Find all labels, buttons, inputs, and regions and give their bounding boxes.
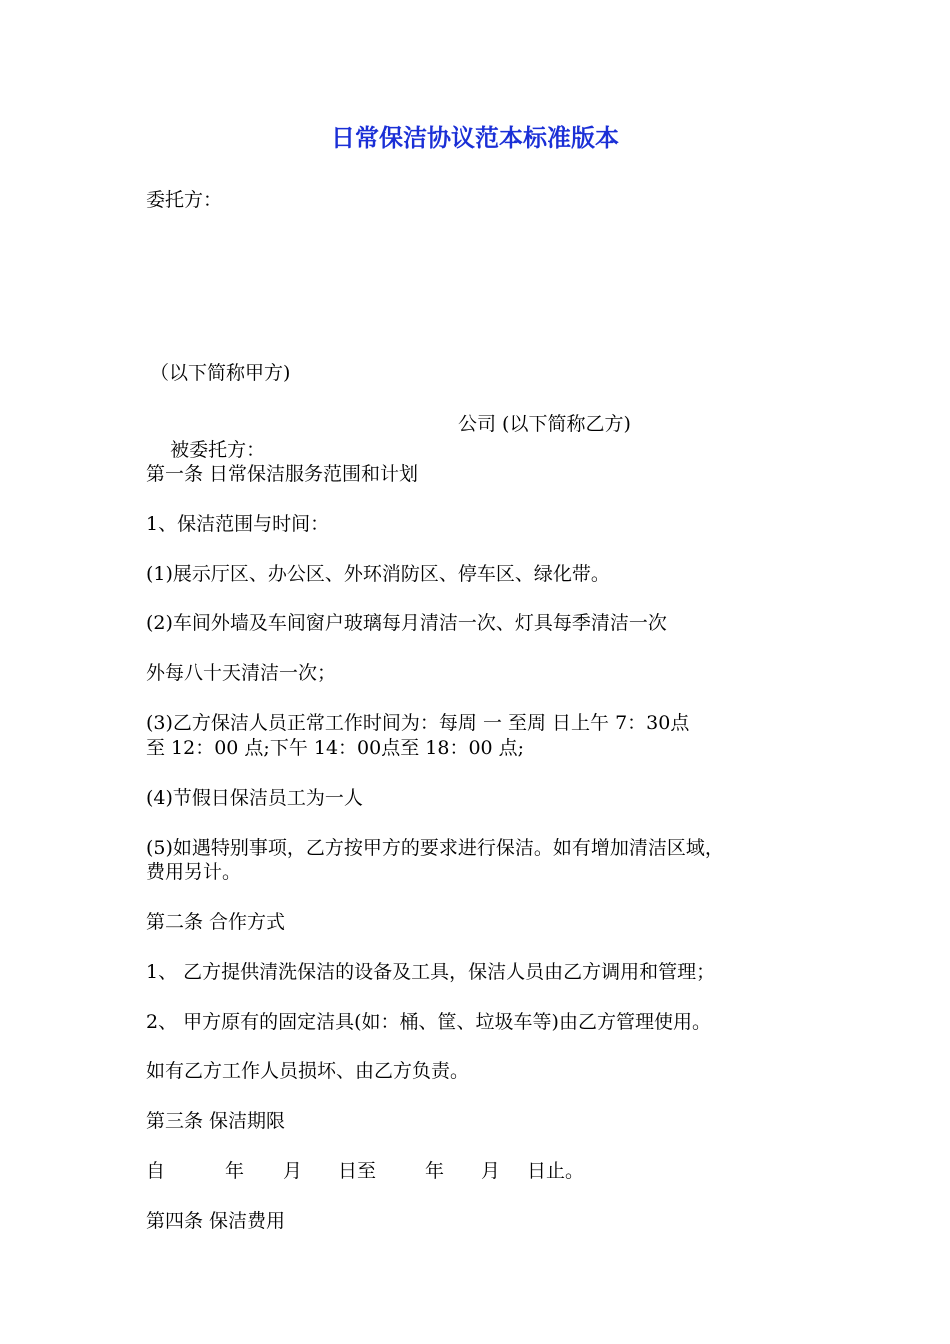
- scope-item-1: (1)展示厅区、办公区、外环消防区、停车区、绿化带。: [146, 563, 610, 585]
- coop-note: 如有乙方工作人员损坏、由乙方负责。: [146, 1060, 470, 1082]
- term-month-2: 月: [481, 1160, 501, 1182]
- contractor-suffix: 公司 (以下简称乙方): [458, 413, 631, 435]
- scope-item-2: (2)车间外墙及车间窗户玻璃每月清洁一次、灯具每季清洁一次: [146, 612, 667, 634]
- term-day-to: 日至: [338, 1160, 377, 1182]
- client-label: 委托方：: [146, 189, 223, 211]
- coop-item-1: 1、 乙方提供清洗保洁的设备及工具，保洁人员由乙方调用和管理；: [146, 961, 716, 983]
- coop-item-2: 2、 甲方原有的固定洁具(如：桶、筐、垃圾车等)由乙方管理使用。: [146, 1011, 711, 1033]
- article2-heading: 第二条 合作方式: [146, 911, 286, 933]
- article4-heading: 第四条 保洁费用: [146, 1210, 286, 1232]
- scope-item-3-line2: 至 12：00 点;下午 14：00点至 18：00 点;: [146, 737, 525, 759]
- scope-heading: 1、保洁范围与时间：: [146, 513, 330, 535]
- article1-heading: 第一条 日常保洁服务范围和计划: [146, 463, 419, 485]
- term-day-end: 日止。: [527, 1160, 585, 1182]
- scope-item-5-line1: (5)如遇特别事项，乙方按甲方的要求进行保洁。如有增加清洁区域，: [146, 837, 724, 859]
- article3-heading: 第三条 保洁期限: [146, 1110, 286, 1132]
- term-year-2: 年: [425, 1160, 445, 1182]
- scope-item-3-line1: (3)乙方保洁人员正常工作时间为：每周 一 至周 日上午 7：30点: [146, 712, 690, 734]
- scope-item-2-cont: 外每八十天清洁一次；: [146, 662, 337, 684]
- term-year-1: 年: [225, 1160, 245, 1182]
- term-month-1: 月: [283, 1160, 303, 1182]
- client-note: （以下简称甲方): [150, 362, 291, 384]
- scope-item-5-line2: 费用另计。: [146, 861, 242, 883]
- scope-item-4: (4)节假日保洁员工为一人: [146, 787, 363, 809]
- contractor-label: 被委托方：: [170, 439, 266, 461]
- term-from: 自: [146, 1160, 166, 1182]
- document-title: 日常保洁协议范本标准版本: [331, 124, 619, 152]
